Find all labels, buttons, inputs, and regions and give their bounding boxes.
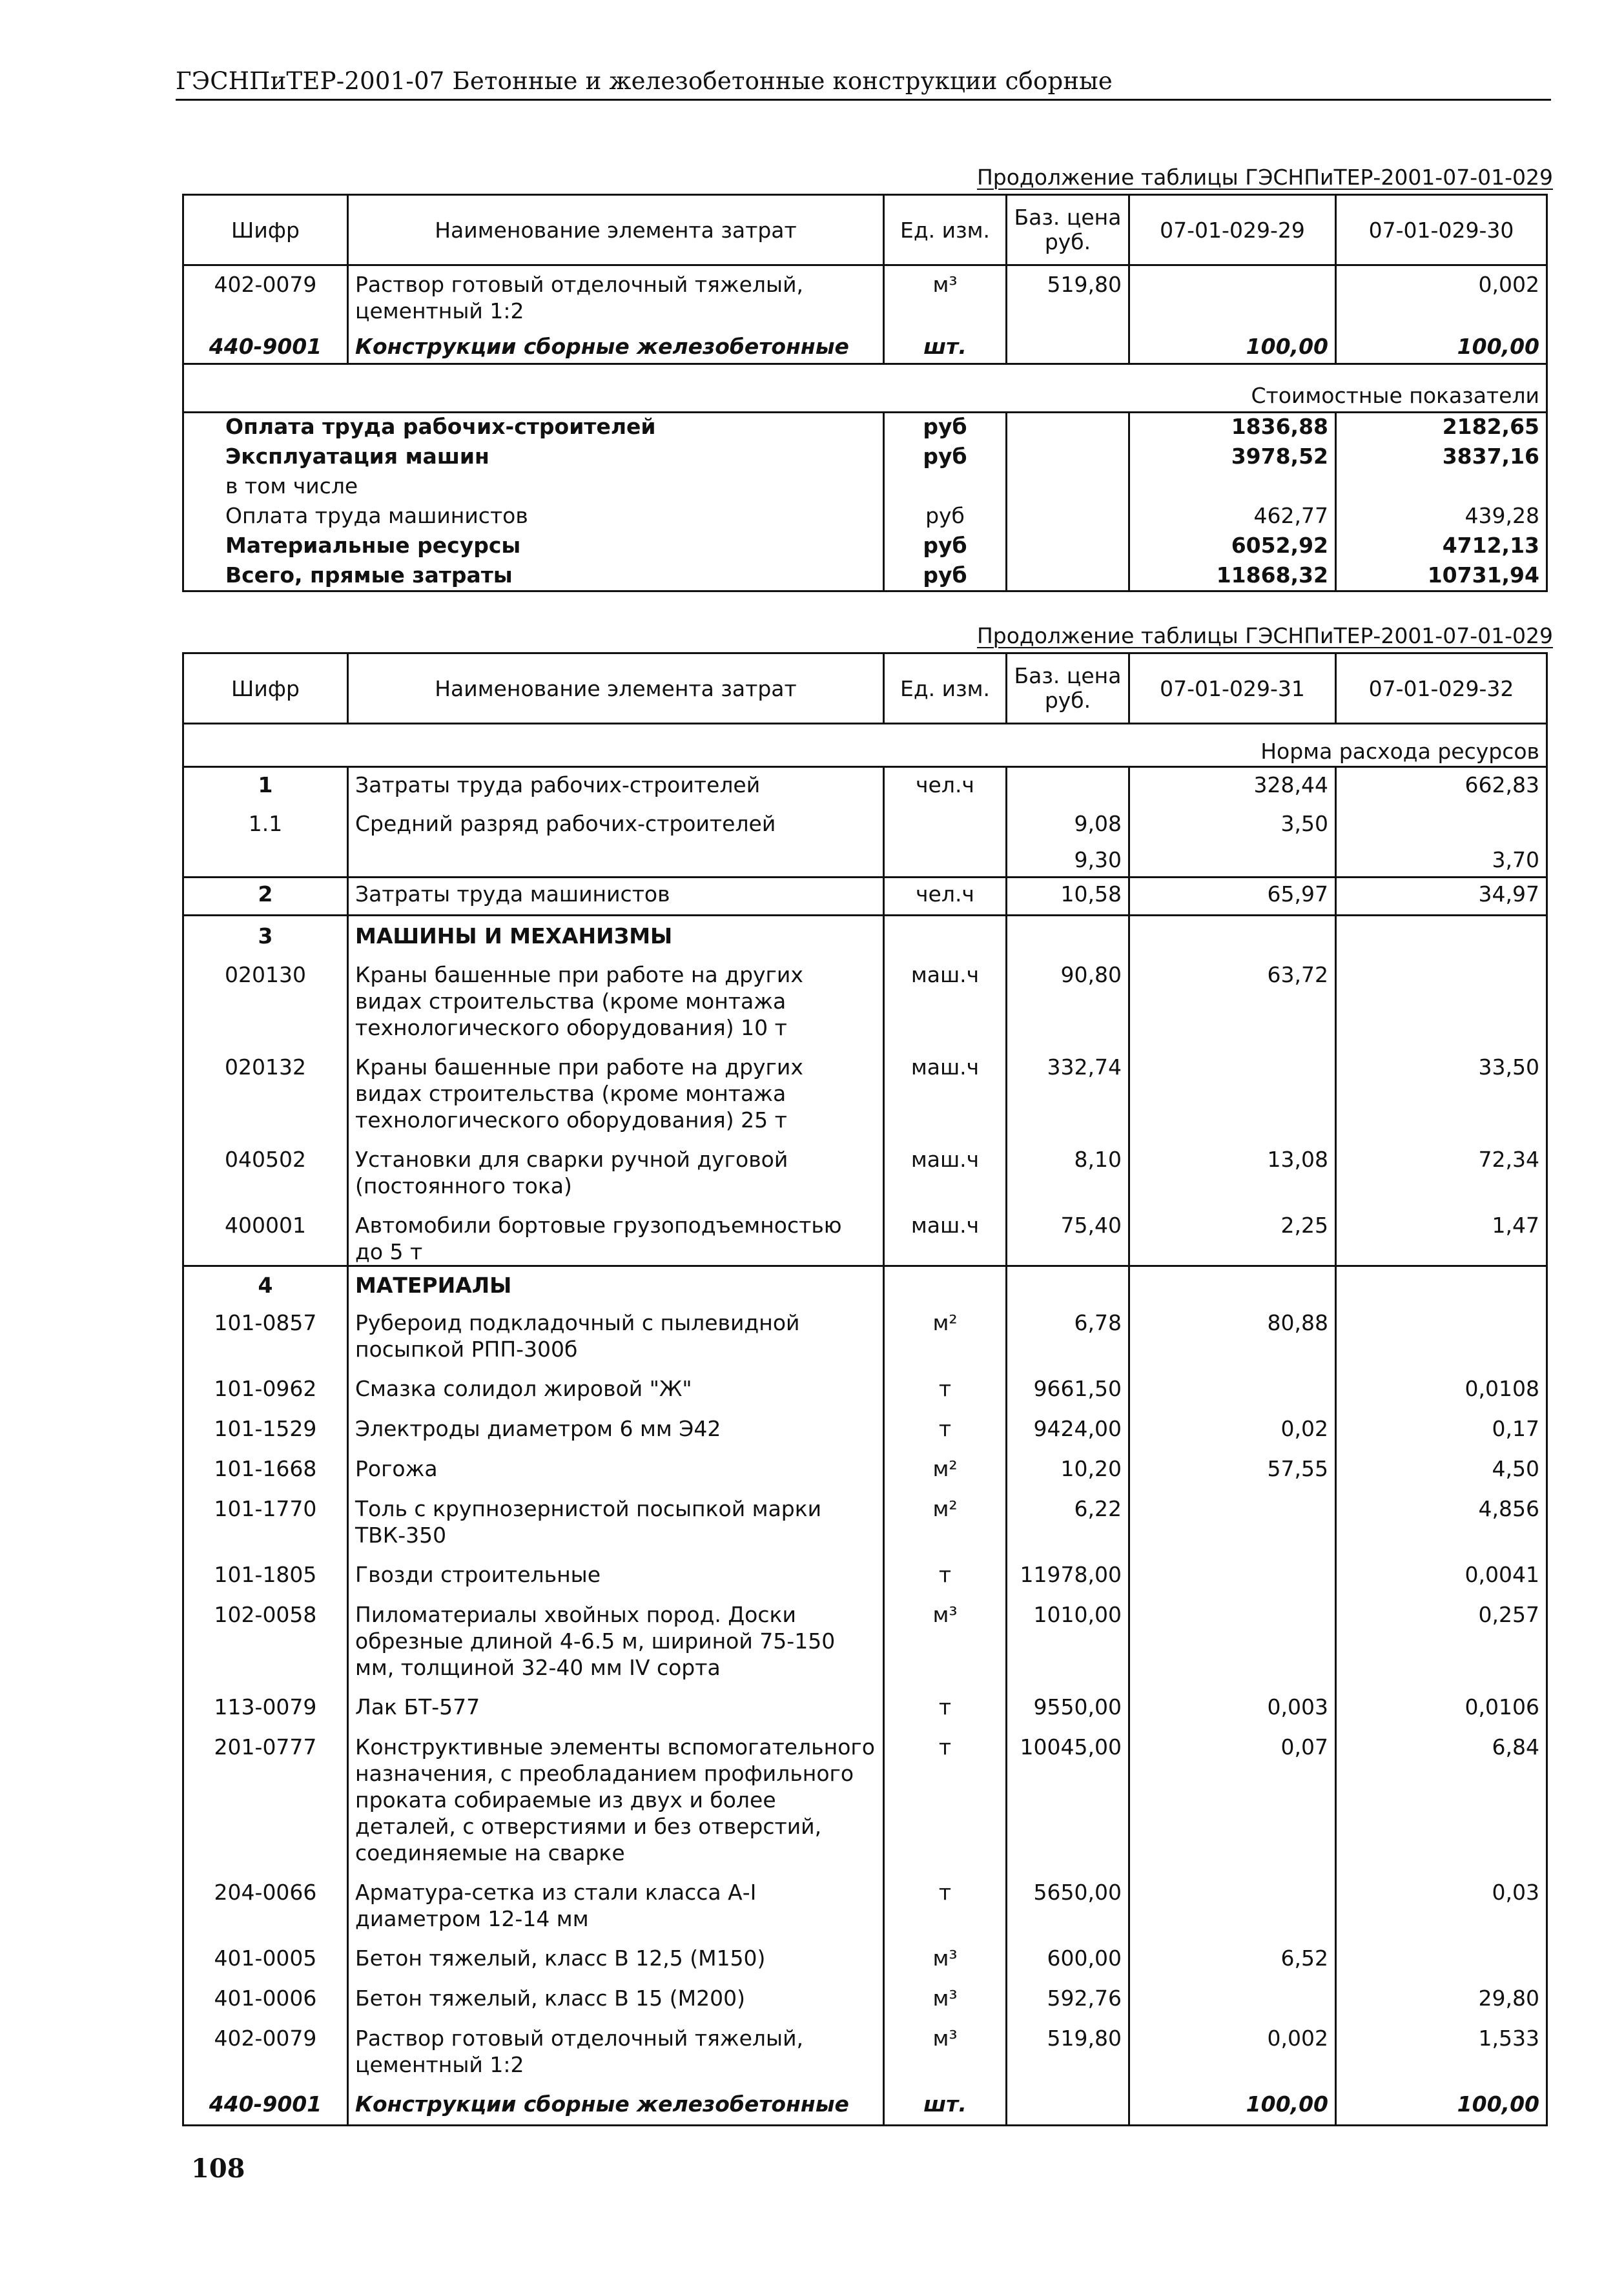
col-header-unit: Ед. изм.	[884, 195, 1007, 265]
col-header-name: Наименование элемента затрат	[348, 653, 884, 724]
table-row: 9,30 3,70	[183, 847, 1547, 878]
section-label: Стоимостные показатели	[183, 364, 1547, 413]
table-row: 400001 Автомобили бортовые грузоподъемностью до 5 т маш.ч 75,40 2,25 1,47	[183, 1212, 1547, 1266]
col-header-v1: 07-01-029-29	[1129, 195, 1336, 265]
col-header-v1: 07-01-029-31	[1129, 653, 1336, 724]
table-row: 440-9001 Конструкции сборные железобетонные шт. 100,00 100,00	[183, 2091, 1547, 2126]
table1-continuation: Продолжение таблицы ГЭСНПиТЕР-2001-07-01-029	[976, 165, 1553, 190]
col-header-code: Шифр	[183, 653, 348, 724]
table-row: 101-1805 Гвозди строительные т 11978,00 0,0041	[183, 1561, 1547, 1601]
table2-continuation: Продолжение таблицы ГЭСНПиТЕР-2001-07-01-029	[976, 623, 1553, 648]
section-row	[183, 724, 1547, 767]
page-number: 108	[191, 2153, 245, 2184]
table2-header-row	[183, 653, 1547, 724]
table-row: 020132 Краны башенные при работе на других видах строительства (кроме монтажа технологического оборудования) 25 т маш.ч 332,74 33,50	[183, 1054, 1547, 1146]
table-row: 204-0066 Арматура-сетка из стали класса А-I диаметром 12-14 мм т 5650,00 0,03	[183, 1879, 1547, 1945]
table-row: 113-0079 Лак БТ-577 т 9550,00 0,003 0,0106	[183, 1694, 1547, 1734]
table-row: 402-0079 Раствор готовый отделочный тяжелый, цементный 1:2 м³ 519,80 0,002	[183, 265, 1547, 334]
col-header-code: Шифр	[183, 195, 348, 265]
table-row: Оплата труда машинистов руб 462,77 439,28	[183, 502, 1547, 532]
table-row: Эксплуатация машин руб 3978,52 3837,16	[183, 443, 1547, 473]
table-row: Всего, прямые затраты руб 11868,32 10731,94	[183, 562, 1547, 591]
table-row: 3 МАШИНЫ И МЕХАНИЗМЫ	[183, 916, 1547, 962]
col-header-v2: 07-01-029-32	[1336, 653, 1547, 724]
table-row: 440-9001 Конструкции сборные железобетонные шт. 100,00 100,00	[183, 333, 1547, 364]
table-row: в том числе	[183, 473, 1547, 502]
table-row: Оплата труда рабочих-строителей руб 1836,88 2182,65	[183, 413, 1547, 444]
page-header: ГЭСНПиТЕР-2001-07 Бетонные и железобетонные конструкции сборные	[176, 67, 1551, 101]
col-header-name: Наименование элемента затрат	[348, 195, 884, 265]
table-row: 4 МАТЕРИАЛЫ	[183, 1266, 1547, 1310]
table-row: 101-0857 Рубероид подкладочный с пылевидной посыпкой РПП-300б м² 6,78 80,88	[183, 1309, 1547, 1375]
table-row: 020130 Краны башенные при работе на других видах строительства (кроме монтажа технологического оборудования) 10 т маш.ч 90,80 63,72	[183, 961, 1547, 1054]
table2	[182, 652, 1548, 2126]
table1	[182, 194, 1548, 592]
table-row: 101-1668 Рогожа м² 10,20 57,55 4,50	[183, 1455, 1547, 1495]
col-header-unit: Ед. изм.	[884, 653, 1007, 724]
table-row: 402-0079 Раствор готовый отделочный тяжелый, цементный 1:2 м³ 519,80 0,002 1,533	[183, 2025, 1547, 2091]
table1-header-row	[183, 195, 1547, 265]
table-row: 401-0005 Бетон тяжелый, класс В 12,5 (М150) м³ 600,00 6,52	[183, 1945, 1547, 1985]
table-row: Материальные ресурсы руб 6052,92 4712,13	[183, 532, 1547, 562]
section-row	[183, 364, 1547, 413]
table-row: 101-0962 Смазка солидол жировой "Ж" т 9661,50 0,0108	[183, 1375, 1547, 1415]
table-row: 401-0006 Бетон тяжелый, класс В 15 (М200) м³ 592,76 29,80	[183, 1985, 1547, 2025]
table-row: 1 Затраты труда рабочих-строителей чел.ч 328,44 662,83	[183, 767, 1547, 811]
table-row: 1.1 Средний разряд рабочих-строителей 9,08 3,50	[183, 810, 1547, 847]
col-header-price: Баз. цена руб.	[1007, 195, 1129, 265]
table-row: 101-1529 Электроды диаметром 6 мм Э42 т 9424,00 0,02 0,17	[183, 1415, 1547, 1455]
table-row: 040502 Установки для сварки ручной дуговой (постоянного тока) маш.ч 8,10 13,08 72,34	[183, 1146, 1547, 1212]
table-row: 102-0058 Пиломатериалы хвойных пород. Доски обрезные длиной 4-6.5 м, шириной 75-150 мм, толщиной 32-40 мм IV сорта м³ 1010,00 0,257	[183, 1601, 1547, 1694]
col-header-v2: 07-01-029-30	[1336, 195, 1547, 265]
section-label: Норма расхода ресурсов	[183, 724, 1547, 767]
table-row: 101-1770 Толь с крупнозернистой посыпкой марки ТВК-350 м² 6,22 4,856	[183, 1495, 1547, 1561]
table-row: 201-0777 Конструктивные элементы вспомогательного назначения, с преобладанием профильного проката собираемые из двух и более деталей, с отверстиями и без отверстий, соединяемые на сварке т 10045,00 0,07 6,84	[183, 1734, 1547, 1879]
table-row: 2 Затраты труда машинистов чел.ч 10,58 65,97 34,97	[183, 878, 1547, 916]
col-header-price: Баз. цена руб.	[1007, 653, 1129, 724]
